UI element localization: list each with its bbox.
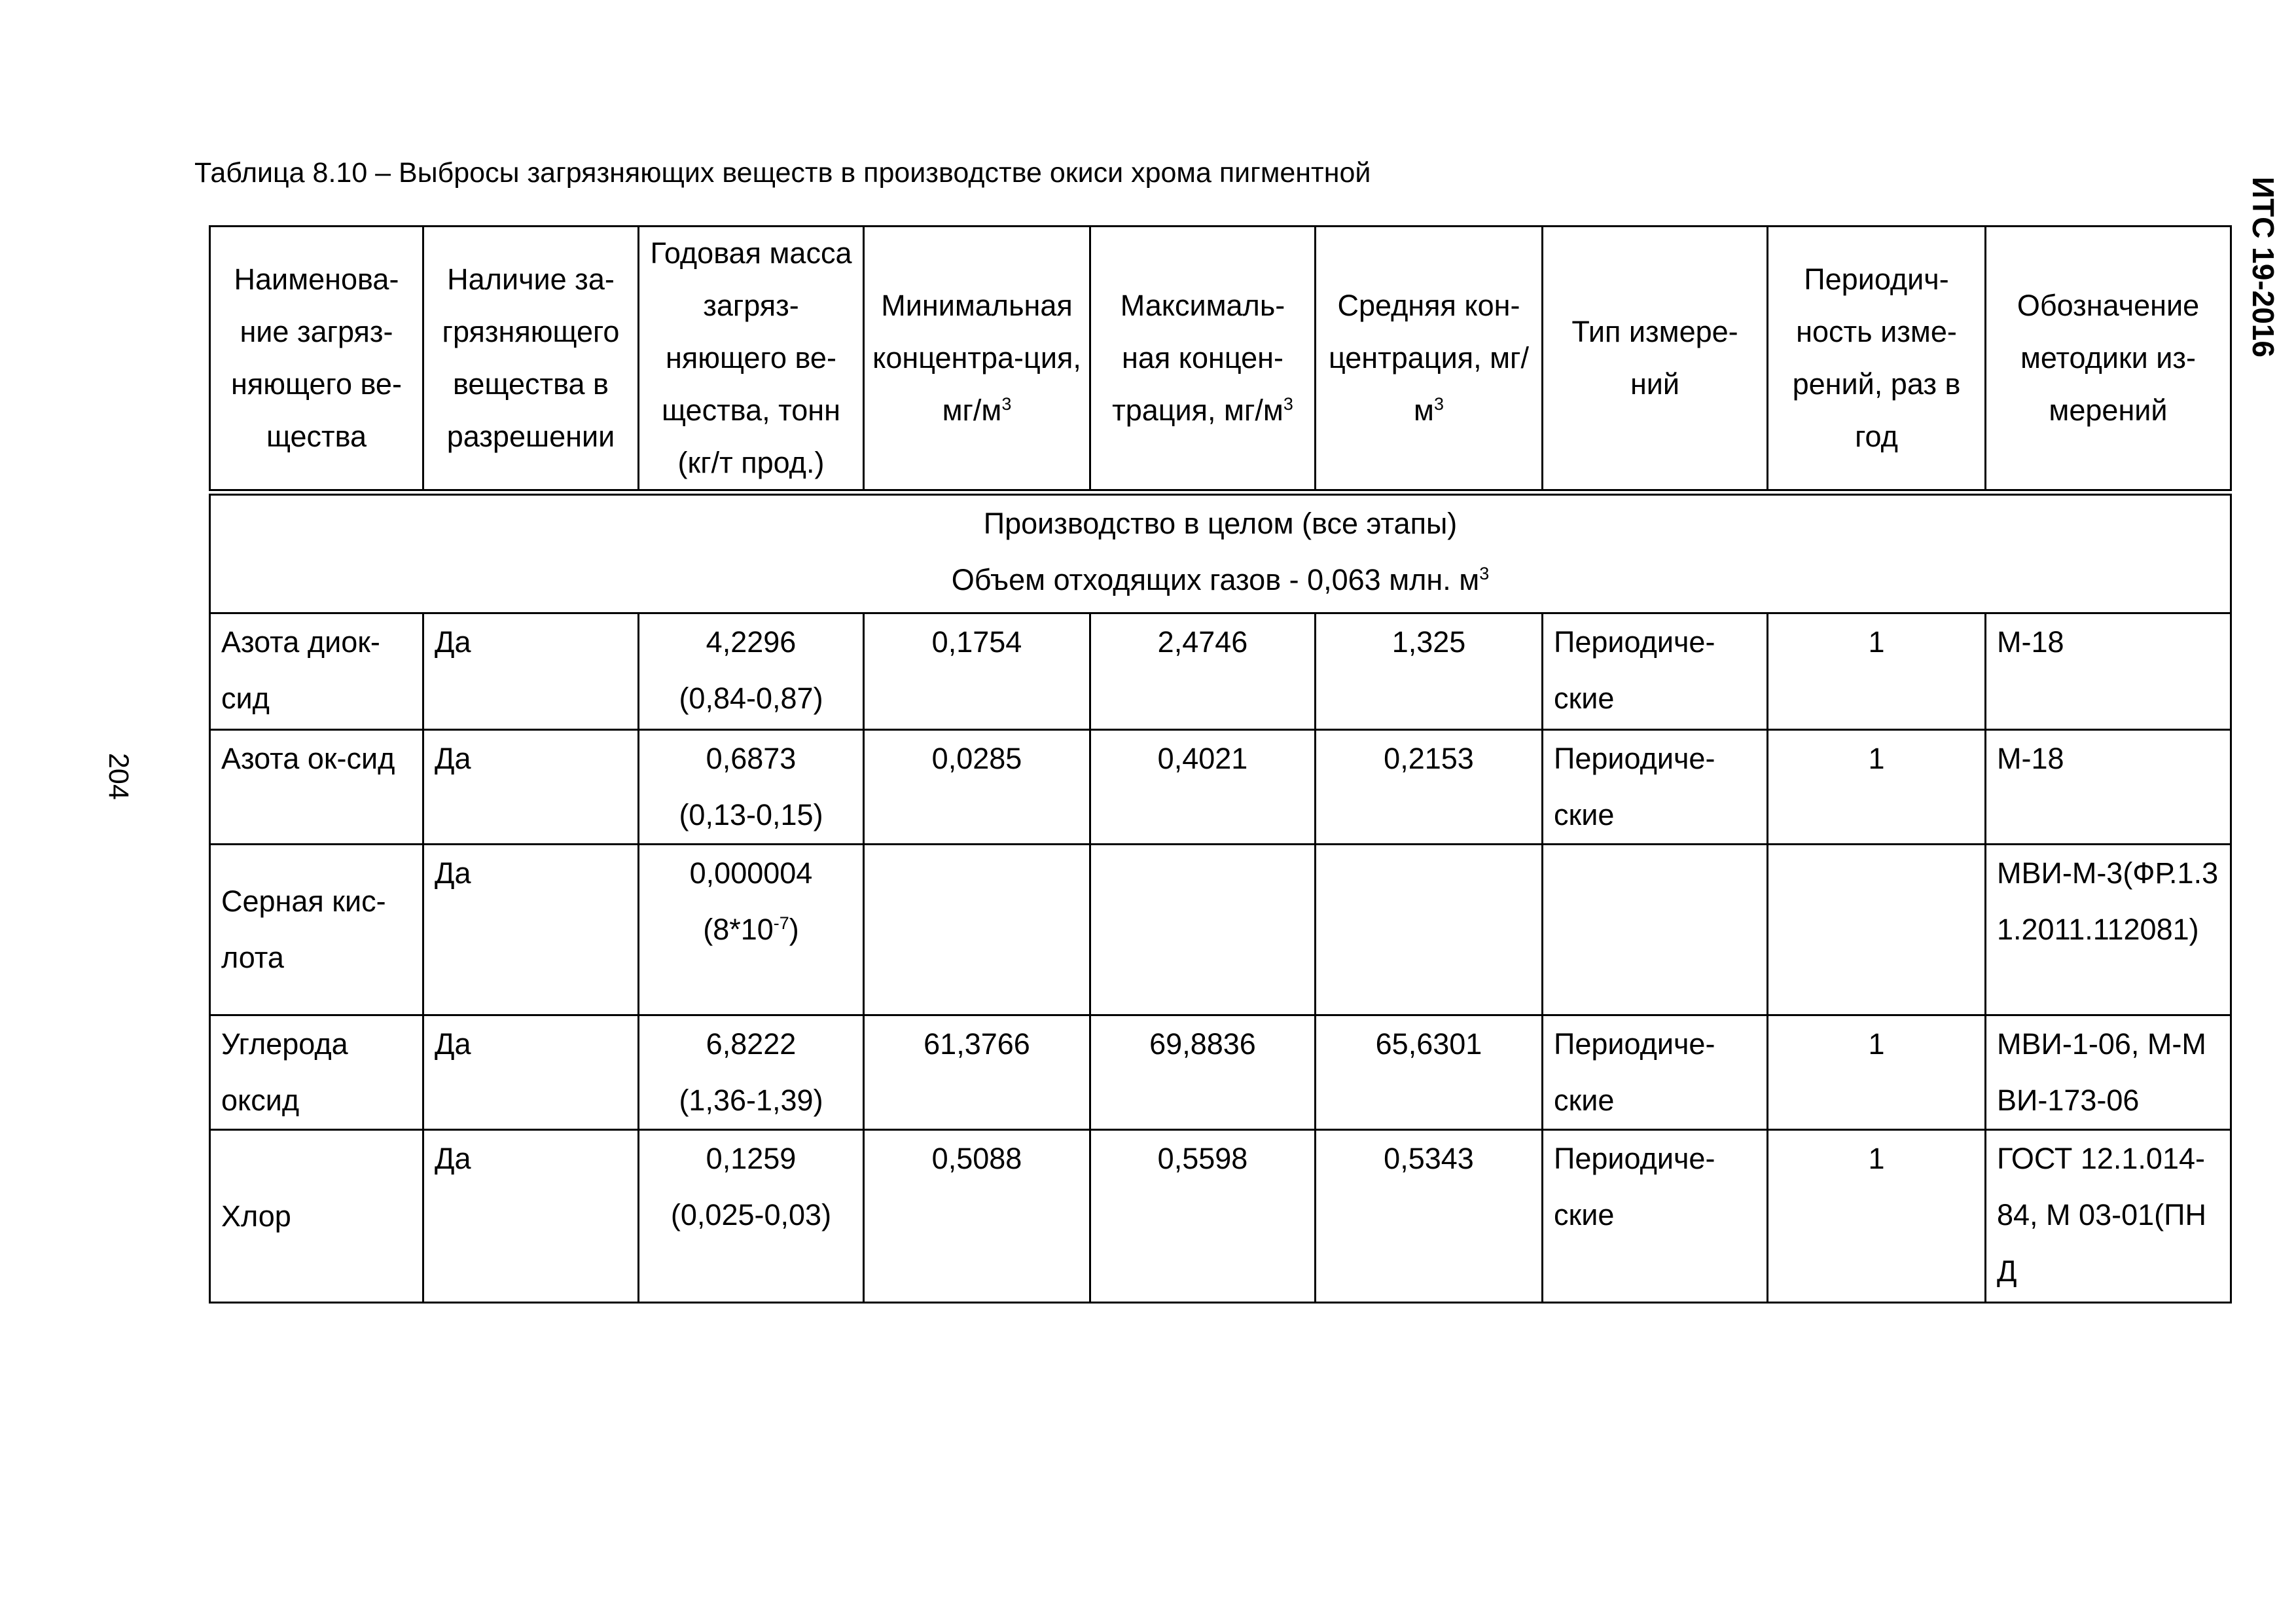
cell-max: 0,5598: [1090, 1130, 1316, 1303]
cell-avg: 0,5343: [1316, 1130, 1543, 1303]
emissions-table: [209, 225, 2232, 1304]
cell-substance: Углерода оксид: [210, 1015, 423, 1130]
table-row: [210, 1015, 2231, 1130]
col-header-avg: [1316, 227, 1543, 493]
cell-frequency: 1: [1768, 730, 1986, 845]
cell-permit: Да: [423, 845, 639, 1015]
cell-method: МВИ-1-06, М-МВИ-173-06: [1986, 1015, 2231, 1130]
cell-max: 2,4746: [1090, 613, 1316, 730]
col-header-name: Наименова-ние загряз-няющего ве-щества: [210, 227, 423, 493]
mass-specific: [650, 1187, 852, 1243]
mass-spec-text: (1,36-1,39): [679, 1084, 823, 1117]
section-gas-volume: [221, 552, 2219, 608]
col-header-avg-label: Средняя кон-центрация, мг/м: [1329, 289, 1529, 427]
unit-sup: 3: [1433, 394, 1444, 414]
cell-permit: Да: [423, 1015, 639, 1130]
cell-substance: Серная кис-лота: [210, 845, 423, 1015]
cell-max: 69,8836: [1090, 1015, 1316, 1130]
cell-frequency: 1: [1768, 1130, 1986, 1303]
col-header-frequency: Периодич-ность изме-рений, раз в год: [1768, 227, 1986, 493]
mass-value: 0,000004: [689, 856, 813, 890]
cell-min: [864, 845, 1090, 1015]
col-header-min: [864, 227, 1090, 493]
mass-specific: [650, 787, 852, 843]
table-caption: Таблица 8.10 – Выбросы загрязняющих веществ в производстве окиси хрома пигментной: [194, 157, 1371, 189]
cell-type: Периодиче-ские: [1543, 730, 1768, 845]
unit-sup: 3: [1001, 394, 1012, 414]
cell-substance: Азота диок-сид: [210, 613, 423, 730]
mass-specific: [650, 670, 852, 727]
cell-min: 0,1754: [864, 613, 1090, 730]
header-row: [210, 227, 2231, 493]
mass-spec-text: (0,025-0,03): [670, 1198, 832, 1231]
page-number: 204: [103, 753, 134, 800]
cell-max: [1090, 845, 1316, 1015]
cell-method: МВИ-М-3(ФР.1.31.2011.112081): [1986, 845, 2231, 1015]
cell-mass: [639, 1130, 864, 1303]
mass-value: 6,8222: [706, 1027, 797, 1061]
col-header-permit: Наличие за-грязняющего вещества в разрешении: [423, 227, 639, 493]
table-row: [210, 613, 2231, 730]
section-cell: [210, 492, 2231, 613]
mass-specific: [650, 1072, 852, 1129]
mass-value: 4,2296: [706, 625, 797, 659]
cell-frequency: [1768, 845, 1986, 1015]
col-header-min-label: Минимальная концентра-ция, мг/м: [872, 289, 1081, 427]
table-row: [210, 1130, 2231, 1303]
cell-avg: 1,325: [1316, 613, 1543, 730]
mass-spec-end: ): [789, 913, 799, 946]
cell-method: М-18: [1986, 730, 2231, 845]
cell-avg: 0,2153: [1316, 730, 1543, 845]
cell-avg: 65,6301: [1316, 1015, 1543, 1130]
cell-mass: [639, 613, 864, 730]
section-title: Производство в целом (все этапы): [983, 507, 1458, 540]
document-code: ИТС 19-2016: [2246, 177, 2280, 357]
col-header-method: Обозначение методики из-мерений: [1986, 227, 2231, 493]
cell-method: М-18: [1986, 613, 2231, 730]
cell-frequency: 1: [1768, 1015, 1986, 1130]
gas-volume-text: Объем отходящих газов - 0,063 млн. м: [951, 563, 1480, 596]
cell-substance: Азота ок-сид: [210, 730, 423, 845]
cell-min: 61,3766: [864, 1015, 1090, 1130]
mass-specific: [650, 902, 852, 958]
cell-permit: Да: [423, 1130, 639, 1303]
mass-value: 0,1259: [706, 1142, 797, 1175]
cell-avg: [1316, 845, 1543, 1015]
mass-spec-text: (8*10: [703, 913, 774, 946]
table-row: [210, 845, 2231, 1015]
cell-permit: Да: [423, 730, 639, 845]
unit-sup: 3: [1479, 564, 1490, 583]
unit-sup: 3: [1283, 394, 1293, 414]
cell-min: 0,0285: [864, 730, 1090, 845]
cell-min: 0,5088: [864, 1130, 1090, 1303]
cell-type: [1543, 845, 1768, 1015]
col-header-max-label: Максималь-ная концен-трация, мг/м: [1112, 289, 1285, 427]
cell-type: Периодиче-ские: [1543, 613, 1768, 730]
cell-max: 0,4021: [1090, 730, 1316, 845]
cell-method: ГОСТ 12.1.014-84, М 03-01(ПНД: [1986, 1130, 2231, 1303]
cell-mass: [639, 845, 864, 1015]
table-row: [210, 730, 2231, 845]
col-header-max: [1090, 227, 1316, 493]
exponent: -7: [773, 913, 789, 933]
cell-substance: Хлор: [210, 1130, 423, 1303]
mass-spec-text: (0,84-0,87): [679, 682, 823, 715]
col-header-mass: Годовая масса загряз-няющего ве-щества, тонн (кг/т прод.): [639, 227, 864, 493]
mass-spec-text: (0,13-0,15): [679, 798, 823, 831]
section-row: [210, 492, 2231, 613]
cell-type: Периодиче-ские: [1543, 1015, 1768, 1130]
cell-mass: [639, 730, 864, 845]
cell-mass: [639, 1015, 864, 1130]
cell-frequency: 1: [1768, 613, 1986, 730]
mass-value: 0,6873: [706, 742, 797, 775]
cell-type: Периодиче-ские: [1543, 1130, 1768, 1303]
cell-permit: Да: [423, 613, 639, 730]
col-header-type: Тип измере-ний: [1543, 227, 1768, 493]
